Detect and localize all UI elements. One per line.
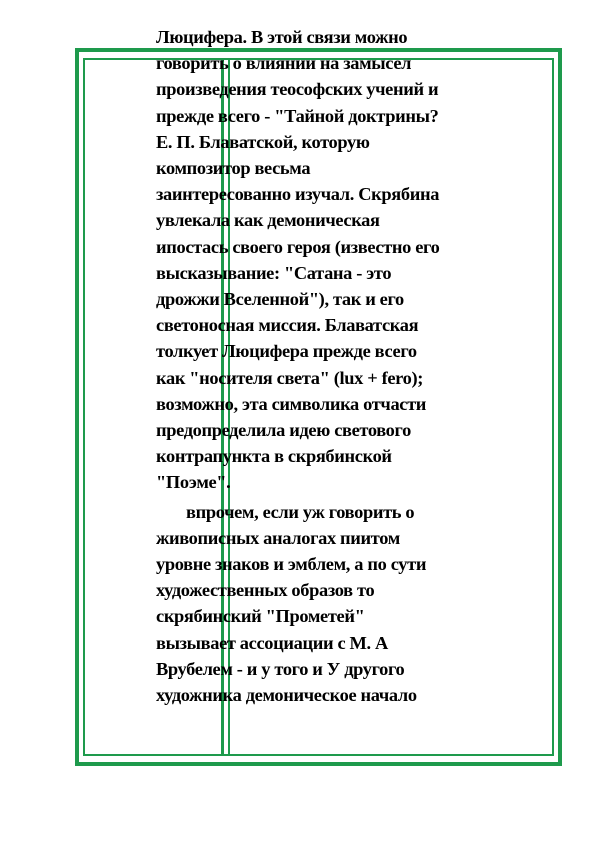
- text-line: художественных образов то: [156, 580, 375, 601]
- text-line: как "носителя света" (lux + fero);: [156, 367, 424, 388]
- text-line: Люцифера. В этой связи можно: [156, 27, 408, 47]
- text-line: светоносная миссия. Блаватская: [156, 315, 419, 336]
- text-line: прежде всего - "Тайной доктрины?: [156, 105, 439, 126]
- text-line-indented: впрочем, если уж говорить о: [186, 501, 415, 522]
- text-line: скрябинский "Прометей": [156, 606, 365, 627]
- text-line: вызывает ассоциации с М. А: [156, 632, 388, 653]
- text-line: Врубелем - и у того и У другого: [156, 658, 405, 679]
- text-line: дрожжи Вселенной"), так и его: [156, 289, 404, 310]
- text-line: толкует Люцифера прежде всего: [156, 341, 417, 362]
- text-line: уровне знаков и эмблем, а по сути: [156, 554, 427, 575]
- text-line: "Поэме".: [156, 472, 231, 493]
- text-line: художника демоническое начало: [156, 685, 417, 706]
- text-line: Е. П. Блаватской, которую: [156, 131, 370, 152]
- text-line: возможно, эта символика отчасти: [156, 393, 427, 414]
- text-column: [156, 24, 481, 708]
- text-line: высказывание: "Сатана - это: [156, 262, 392, 283]
- text-line: ипостась своего героя (известно его: [156, 236, 440, 257]
- text-line: живописных аналогах пиитом: [156, 527, 400, 548]
- paragraph-1: [156, 24, 481, 496]
- text-line: заинтересованно изучал. Скрябина: [156, 184, 440, 205]
- text-line: контрапункта в скрябинской: [156, 446, 392, 467]
- text-line: композитор весьма: [156, 158, 311, 179]
- paragraph-2: [156, 499, 481, 709]
- text-line: предопределила идею светового: [156, 420, 411, 441]
- text-line: произведения теософских учений и: [156, 79, 439, 100]
- text-line: говорить о влиянии на замысел: [156, 53, 412, 74]
- text-line: увлекала как демоническая: [156, 210, 380, 231]
